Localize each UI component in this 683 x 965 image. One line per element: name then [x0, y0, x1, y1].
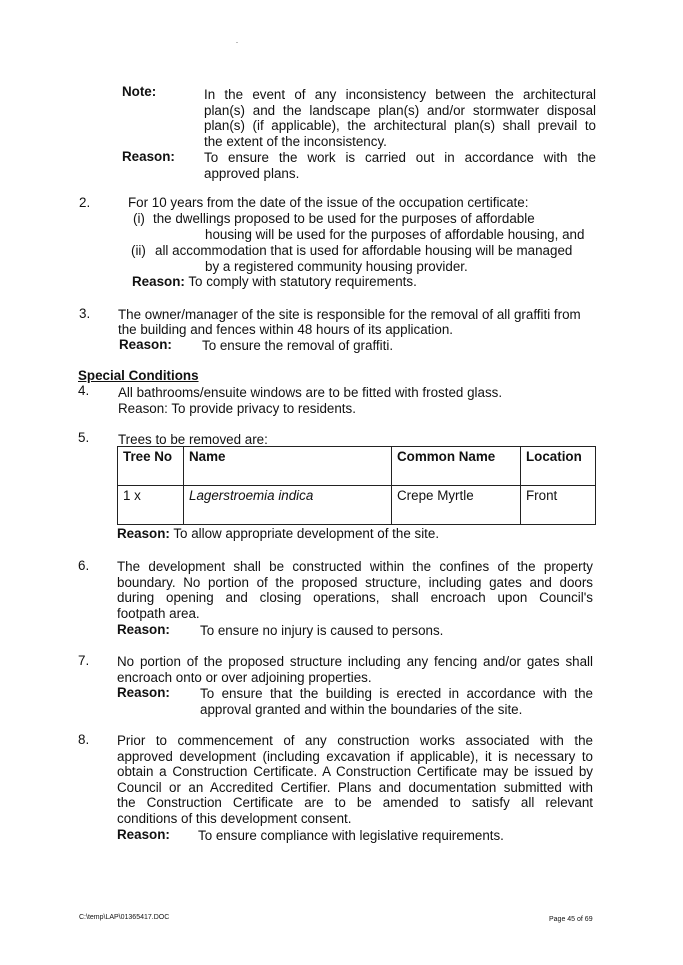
item-7-text	[117, 654, 593, 685]
note-reason-text	[204, 150, 596, 181]
item-2-ii-label: (ii)	[131, 243, 146, 258]
item-2-reason-text: To comply with statutory requirements.	[188, 274, 417, 289]
item-6-line: footpath area.	[117, 605, 200, 621]
item-5-reason-label: Reason:	[117, 526, 170, 541]
item-2-intro: For 10 years from the date of the issue of the occupation certificate:	[128, 195, 529, 210]
note-label: Note:	[122, 84, 157, 99]
cell-location: Front	[521, 486, 596, 525]
item-5-intro: Trees to be removed are:	[118, 432, 268, 447]
note-line: plan(s) and the landscape plan(s) and/or stormwater disposal	[204, 102, 596, 118]
item-6-line: The development shall be constructed within the confines of the property	[117, 559, 593, 574]
trees-table	[117, 446, 596, 525]
item-5-reason	[117, 526, 439, 542]
note-reason-line: To ensure the work is carried out in accordance with the	[204, 150, 596, 165]
item-8-line: Prior to commencement of any construction works associated with the	[117, 733, 593, 748]
item-2-i-line2: housing will be used for the purposes of affordable housing, and	[205, 227, 585, 242]
footer-file-path: C:\temp\LAP\01365417.DOC	[79, 914, 170, 921]
item-2-reason-label: Reason:	[132, 274, 185, 289]
cell-common-name: Crepe Myrtle	[392, 486, 521, 525]
note-line: plan(s) (if applicable), the architectural plan(s) shall prevail to	[204, 118, 596, 134]
item-8-line: Council or an Accredited Certifier. Plans and documentation submitted with	[117, 779, 593, 795]
item-7-reason-label: Reason:	[117, 685, 170, 700]
item-3-reason-label: Reason:	[119, 337, 172, 352]
cell-tree-no: 1 x	[118, 486, 184, 525]
item-2-i-line1: the dwellings proposed to be used for the purposes of affordable	[153, 211, 535, 226]
item-8-line: the Construction Certificate are to be amended to satisfy all relevant	[117, 795, 593, 811]
item-2-ii-line1: all accommodation that is used for affordable housing will be managed	[155, 243, 573, 258]
item-8-reason-text: To ensure compliance with legislative requirements.	[198, 828, 504, 843]
note-line: the extent of the inconsistency.	[204, 133, 387, 149]
cell-name: Lagerstroemia indica	[184, 486, 392, 525]
item-7-line: encroach onto or over adjoining properties.	[117, 669, 372, 685]
item-3-line2: the building and fences within 48 hours of its application.	[118, 322, 453, 337]
item-7-reason-line: To ensure that the building is erected in accordance with the	[200, 686, 593, 701]
item-2-ii-line2: by a registered community housing provider.	[205, 259, 468, 274]
item-3-line1: The owner/manager of the site is responsible for the removal of all graffiti from	[118, 307, 581, 322]
item-3-number: 3.	[79, 306, 91, 321]
item-2-reason	[132, 274, 417, 290]
item-6-text	[117, 559, 593, 621]
item-2-i-label: (i)	[133, 211, 145, 226]
header-name: Name	[184, 447, 392, 486]
table-row	[118, 486, 596, 525]
item-7-reason-text	[200, 686, 593, 717]
header-common-name: Common Name	[392, 447, 521, 486]
item-6-reason-text: To ensure no injury is caused to persons.	[200, 623, 444, 638]
item-7-line: No portion of the proposed structure including any fencing and/or gates shall	[117, 654, 593, 669]
item-6-line: during opening and closing operations, shall encroach upon Council's	[117, 590, 593, 606]
item-5-number: 5.	[78, 430, 90, 445]
item-8-number: 8.	[78, 732, 90, 747]
item-6-reason-label: Reason:	[117, 622, 170, 637]
item-8-line: approved development (including excavation if applicable), it is necessary to	[117, 748, 593, 764]
item-6-number: 6.	[78, 558, 90, 573]
item-7-reason-line: approval granted and within the boundaries of the site.	[200, 701, 523, 717]
item-4-number: 4.	[78, 383, 90, 398]
scan-speck	[236, 42, 238, 43]
item-4-line1: All bathrooms/ensuite windows are to be fitted with frosted glass.	[118, 385, 503, 400]
special-conditions-heading: Special Conditions	[78, 368, 199, 383]
item-7-number: 7.	[78, 653, 90, 668]
item-8-reason-label: Reason:	[117, 827, 170, 842]
item-8-line: conditions of this development consent.	[117, 810, 352, 826]
item-8-line: obtain a Construction Certificate. A Construction Certificate may be issued by	[117, 764, 593, 780]
header-tree-no: Tree No	[118, 447, 184, 486]
item-3-reason-text: To ensure the removal of graffiti.	[202, 338, 394, 353]
item-6-line: boundary. No portion of the proposed structure, including gates and doors	[117, 574, 593, 590]
note-text	[204, 87, 596, 149]
note-line: In the event of any inconsistency between the architectural	[204, 87, 596, 102]
header-location: Location	[521, 447, 596, 486]
note-reason-label: Reason:	[122, 149, 175, 164]
item-5-reason-text: To allow appropriate development of the site.	[173, 526, 440, 541]
table-header-row	[118, 447, 596, 486]
item-4-line2: Reason: To provide privacy to residents.	[118, 401, 356, 416]
note-reason-line: approved plans.	[204, 165, 300, 181]
item-8-text	[117, 733, 593, 827]
footer-page-number: Page 45 of 69	[549, 916, 593, 923]
item-2-number: 2.	[79, 195, 91, 210]
